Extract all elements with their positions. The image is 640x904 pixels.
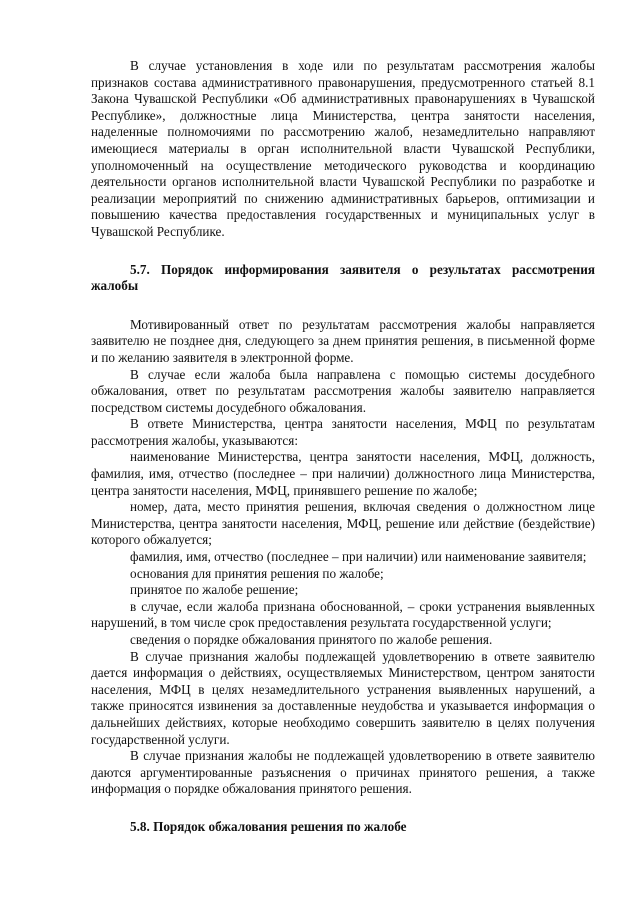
list-item: принятое по жалобе решение; (130, 582, 299, 598)
list-item: номер, дата, место принятия решения, включая сведения о должностном лице Министерства, центра занятости населения, МФЦ, решение или действие (бездействие) которого обжалуется; (91, 499, 595, 548)
spacer (91, 241, 595, 262)
document-page (91, 58, 595, 836)
list-item: фамилия, имя, отчество (последнее – при наличии) или наименование заявителя; (130, 549, 587, 565)
paragraph: В случае признания жалобы подлежащей удовлетворению в ответе заявителю дается информация о действиях, осуществляемых Министерством, центром занятости населения, МФЦ в целях незамедлительного устранения выявленных нарушений, а также приносятся извинения за доставленные неудобства и указывается информация о дальнейших действиях, которые необходимо совершить заявителю в целях получения государственной услуги. (91, 648, 595, 747)
paragraph: В случае если жалоба была направлена с помощью системы досудебного обжалования, ответ по результатам рассмотрения жалобы заявителю направляется посредством системы досудебного обжалования. (91, 366, 595, 415)
paragraph: Мотивированный ответ по результатам рассмотрения жалобы направляется заявителю не позднее дня, следующего за днем принятия решения, в письменной форме и по желанию заявителя в электронной форме. (91, 316, 595, 365)
spacer (91, 295, 595, 317)
section-5-8-heading: 5.8. Порядок обжалования решения по жалобе (130, 818, 407, 834)
intro-paragraph: В случае установления в ходе или по результатам рассмотрения жалобы признаков состава административного правонарушения, предусмотренного статьей 8.1 Закона Чувашской Республики «Об административных правонарушениях в Чувашской Республике», должностные лица Министерства, центра занятости населения, наделенные полномочиями по рассмотрению жалоб, незамедлительно направляют имеющиеся материалы в орган исполнительной власти Чувашской Республики, уполномоченный на осуществление методического руководства и координацию деятельности органов исполнительной власти Чувашской Республики по разработке и реализации мероприятий по снижению административных барьеров, оптимизации и повышению качества предоставления государственных и муниципальных услуг в Чувашской Республике. (91, 58, 595, 239)
spacer (91, 798, 595, 819)
list-item: в случае, если жалоба признана обоснованной, – сроки устранения выявленных нарушений, в том числе срок предоставления результата государственной услуги; (91, 598, 595, 631)
section-5-7-heading: 5.7. Порядок информирования заявителя о результатах рассмотрения жалобы (91, 261, 595, 294)
paragraph: В случае признания жалобы не подлежащей удовлетворению в ответе заявителю даются аргументированные разъяснения о причинах принятого решения, а также информация о порядке обжалования принятого решения. (91, 748, 595, 797)
list-item: наименование Министерства, центра занятости населения, МФЦ, должность, фамилия, имя, отчество (последнее – при наличии) должностного лица Министерства, центра занятости населения, МФЦ, принявшего решение по жалобе; (91, 449, 595, 498)
list-item: сведения о порядке обжалования принятого по жалобе решения. (130, 632, 493, 647)
list-item: основания для принятия решения по жалобе; (130, 565, 384, 581)
section-5-7-body (91, 317, 595, 798)
paragraph: В ответе Министерства, центра занятости населения, МФЦ по результатам рассмотрения жалобы, указываются: (91, 416, 595, 448)
